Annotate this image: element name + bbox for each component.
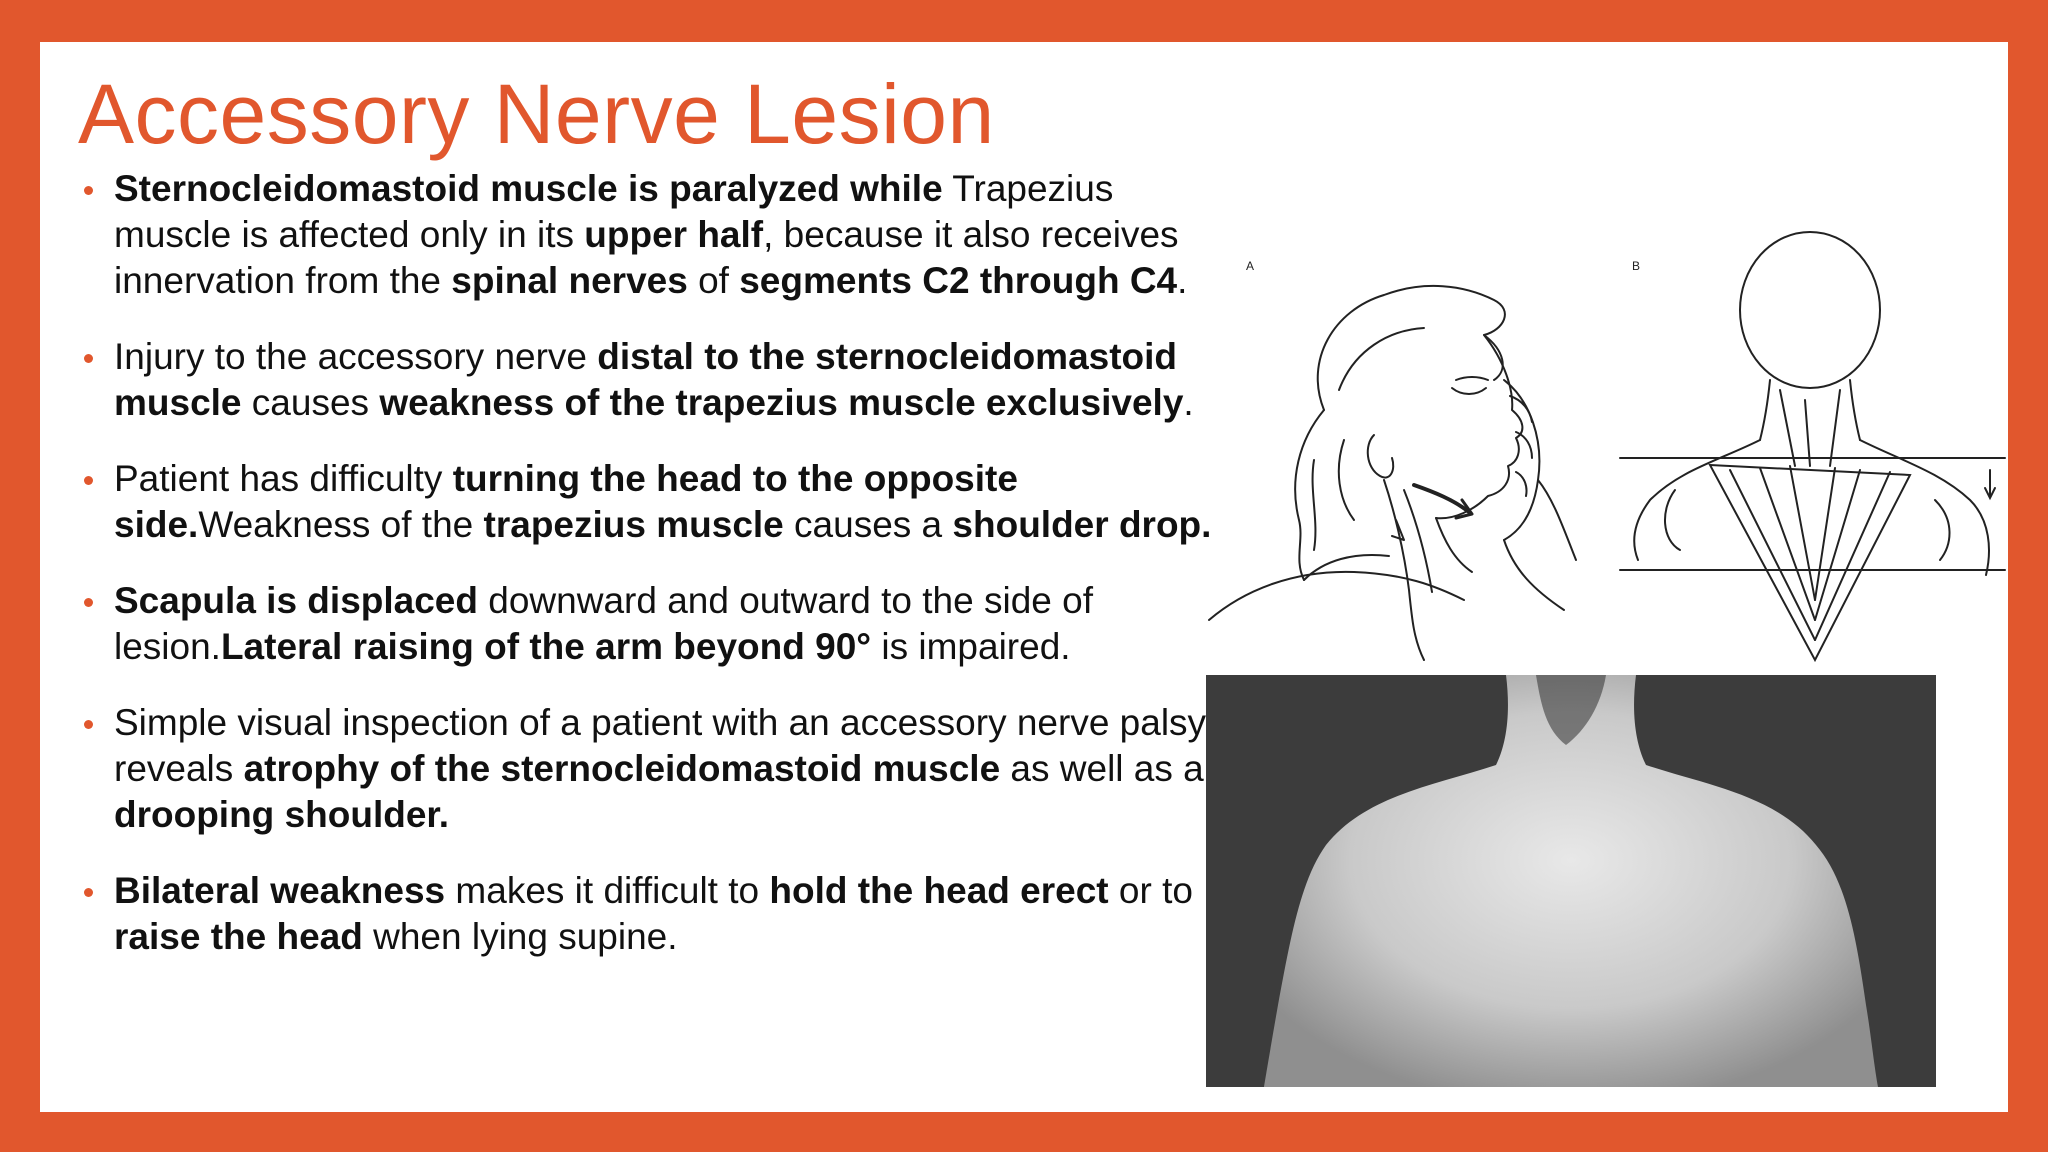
- bullet-text-segment: is impaired.: [871, 626, 1071, 667]
- figure-trapezius-posterior: [1590, 200, 2020, 670]
- bullet-item: [78, 868, 1218, 960]
- bullet-text-segment: Sternocleidomastoid muscle is paralyzed while: [114, 168, 943, 209]
- figure-head-rotation: [1204, 200, 1604, 670]
- bullet-text-segment: trapezius muscle: [483, 504, 784, 545]
- bullet-text-segment: Weakness of the: [198, 504, 484, 545]
- bullet-text-segment: Bilateral weakness: [114, 870, 446, 911]
- bullet-text-segment: causes: [241, 382, 380, 423]
- bullet-item: [78, 700, 1218, 838]
- bullet-text-segment: causes a: [783, 504, 953, 545]
- bullet-text-segment: upper half: [584, 214, 764, 255]
- bullet-item: [78, 166, 1218, 304]
- bullet-dot-icon: [84, 354, 93, 363]
- bullet-text-segment: weakness of the trapezius muscle exclusively: [379, 382, 1184, 423]
- bullet-text-segment: of: [687, 260, 740, 301]
- bullet-text-segment: distal to the sternocleidomastoid muscle: [114, 336, 1178, 423]
- bullet-item: [78, 334, 1218, 426]
- bullet-text-segment: spinal nerves: [451, 260, 688, 301]
- bullet-text-segment: makes it difficult to: [445, 870, 770, 911]
- bullet-text-segment: Patient has difficulty: [114, 458, 453, 499]
- bullet-text-segment: , because it also receives innervation from the: [114, 214, 1179, 301]
- bullet-text-segment: atrophy of the sternocleidomastoid muscle: [243, 748, 1001, 789]
- bullet-text-segment: hold the head erect: [769, 870, 1109, 911]
- bullet-text-segment: raise the head: [114, 916, 363, 957]
- figure-b-label: B: [1632, 259, 1641, 273]
- bullet-dot-icon: [84, 186, 93, 195]
- bullet-item: [78, 456, 1218, 548]
- bullet-dot-icon: [84, 888, 93, 897]
- slide-title: Accessory Nerve Lesion: [78, 67, 995, 161]
- slide: [40, 42, 2008, 1112]
- bullet-text-segment: downward and outward to the side of lesion.: [114, 580, 1093, 667]
- bullet-text-segment: Simple visual inspection of a patient with an accessory nerve palsy reveals: [114, 702, 1207, 789]
- bullet-dot-icon: [84, 476, 93, 485]
- bullet-text-segment: Scapula is displaced: [114, 580, 478, 621]
- bullet-text-segment: when lying supine.: [362, 916, 678, 957]
- bullet-dot-icon: [84, 598, 93, 607]
- bullet-text-segment: shoulder drop.: [952, 504, 1212, 545]
- bullet-item: [78, 578, 1218, 670]
- bullet-text-segment: segments C2 through C4: [739, 260, 1178, 301]
- bullet-text-segment: .: [1177, 260, 1188, 301]
- bullet-text-segment: .: [1183, 382, 1194, 423]
- bullet-text-segment: Injury to the accessory nerve: [114, 336, 598, 377]
- bullet-text-segment: turning the head to the opposite side.: [114, 458, 1018, 545]
- bullet-text-segment: as well as a: [1000, 748, 1204, 789]
- patient-back-photo: [1206, 675, 1936, 1087]
- bullet-dot-icon: [84, 720, 93, 729]
- bullet-text-segment: Trapezius muscle is affected only in its: [114, 168, 1114, 255]
- bullet-text-segment: drooping shoulder.: [114, 794, 450, 835]
- figure-a-label: A: [1246, 259, 1255, 273]
- bullet-text-segment: Lateral raising of the arm beyond 90°: [220, 626, 872, 667]
- bullet-text-segment: or to: [1108, 870, 1193, 911]
- bullet-list: [78, 166, 1218, 990]
